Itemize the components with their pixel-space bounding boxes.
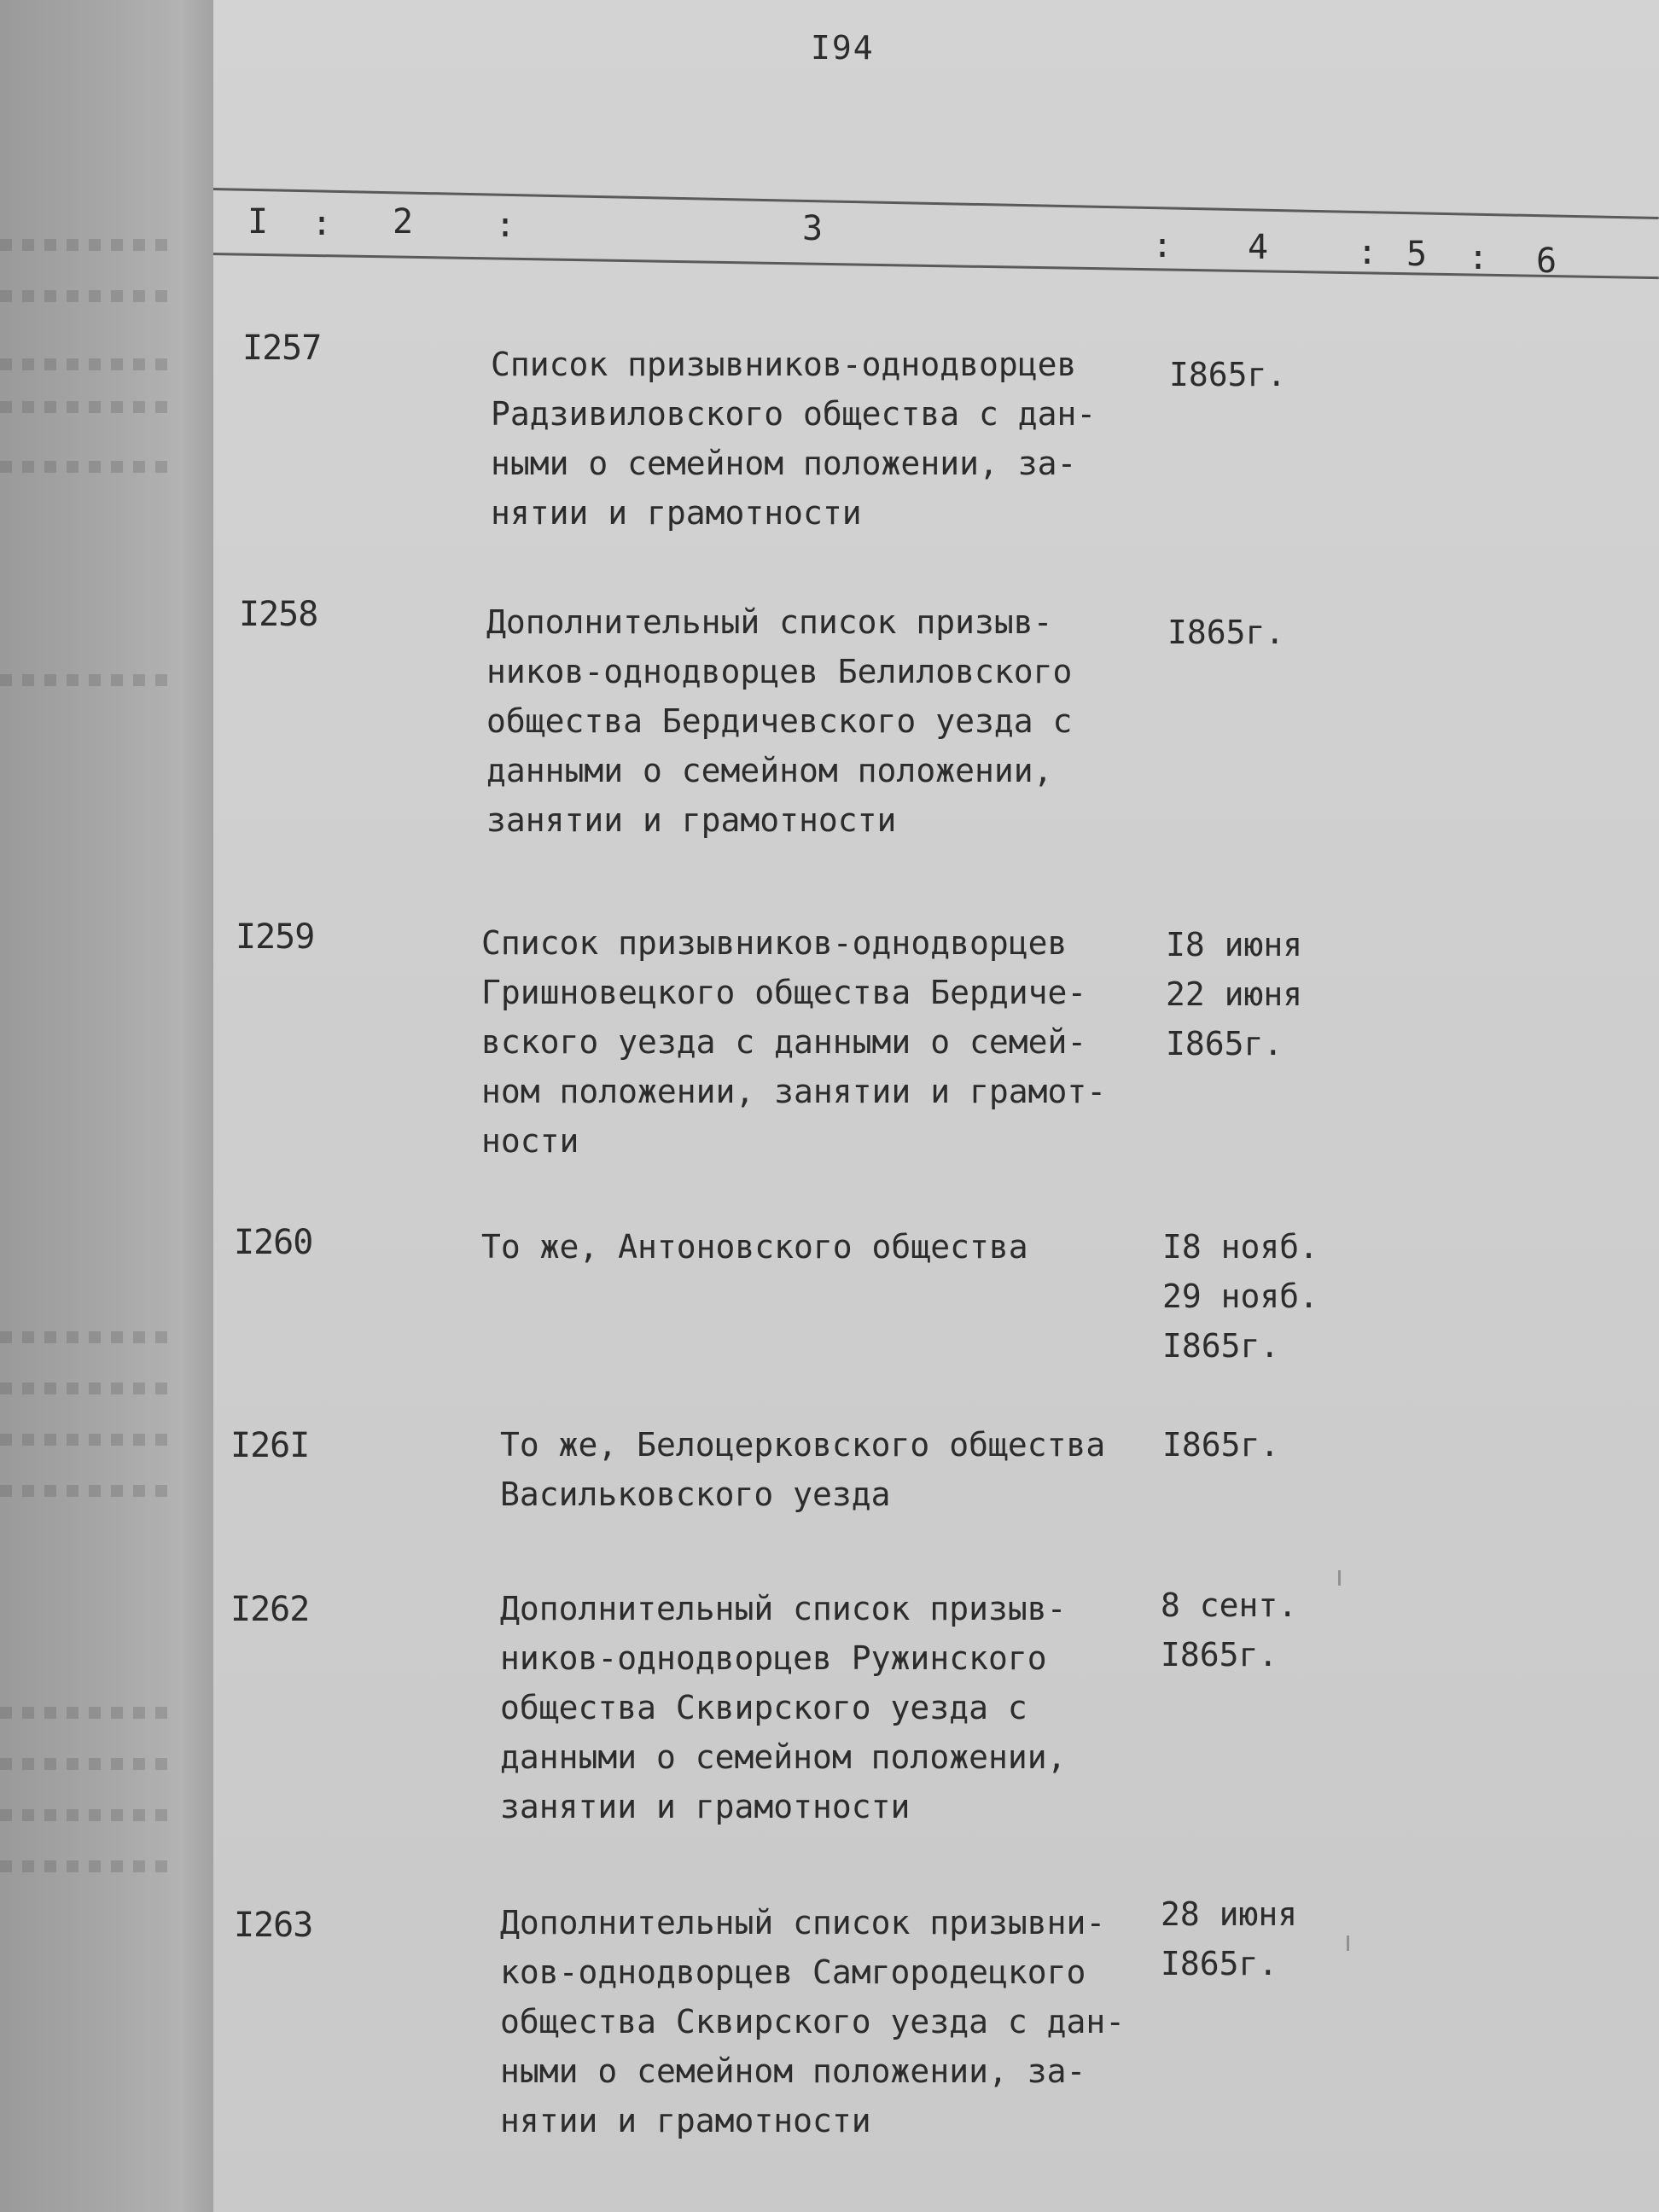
stray-mark [1347,1936,1349,1951]
header-rule-top [213,188,1659,219]
ghost-text-line [0,239,171,251]
ghost-text-line [0,1485,171,1497]
entry-date: 28 июня I865г. [1161,1895,1298,1982]
ghost-text-line [0,1707,171,1719]
entry-description: Список призывников-однодворцев Радзивиловского общества с дан- ными о семейном положении, за- нятии и грамотности [491,346,1097,532]
ghost-text-line [0,358,171,370]
page-number: I94 [811,29,875,67]
column-separator: : [1152,226,1173,265]
header-rule-bottom [213,253,1659,279]
column-header-3: 3 [802,209,824,248]
entry-number: I262 [230,1590,310,1629]
ghost-text-line [0,1434,171,1446]
entry-date: 8 сент. I865г. [1161,1586,1298,1674]
ghost-text-line [0,1758,171,1770]
ghost-text-line [0,674,171,686]
ghost-text-line [0,290,171,302]
column-header-5: 5 [1406,235,1428,274]
ghost-text-line [0,1809,171,1821]
column-separator: : [495,206,516,245]
entry-description: Дополнительный список призыв- ников-однодворцев Белиловского общества Бердичевского уезда с данными о семейном положении, занятии и грамотности [486,603,1073,839]
entry-date: I865г. [1169,356,1287,393]
entry-number: I263 [234,1906,313,1945]
ghost-text-line [0,1331,171,1343]
entry-date: I865г. [1162,1426,1280,1464]
column-separator: : [1357,233,1378,272]
column-header-2: 2 [393,202,414,242]
entry-number: I260 [234,1223,313,1262]
ghost-text-line [0,1382,171,1394]
entry-description: Дополнительный список призывни- ков-однодворцев Самгородецкого общества Сквирского уезда с дан- ными о семейном положении, за- нятии и грамотности [500,1904,1126,2139]
entry-description: Дополнительный список призыв- ников-однодворцев Ружинского общества Сквирского уезда с данными о семейном положении, занятии и грамотности [500,1590,1067,1825]
document-page [213,0,1659,2212]
previous-page-edge [0,0,213,2212]
column-header-4: 4 [1248,228,1269,267]
entry-description: Список призывников-однодворцев Гришновецкого общества Бердиче- вского уезда с данными о семей- ном положении, занятии и грамот- ности [481,924,1107,1160]
entry-number: I26I [230,1426,310,1465]
entry-number: I259 [236,917,315,957]
ghost-text-line [0,401,171,413]
column-header-1: I [247,202,269,242]
entry-date: I8 нояб. 29 нояб. I865г. [1162,1228,1319,1365]
entry-number: I258 [239,595,318,634]
column-header-6: 6 [1536,242,1557,281]
ghost-text-line [0,1860,171,1872]
stray-mark [1338,1570,1341,1586]
entry-date: I8 июня 22 июня I865г. [1166,926,1303,1062]
ghost-text-line [0,461,171,473]
entry-date: I865г. [1167,614,1285,651]
column-separator: : [311,204,333,243]
entry-number: I257 [242,329,322,368]
entry-description: То же, Белоцерковского общества Васильковского уезда [500,1426,1106,1513]
column-separator: : [1468,238,1489,277]
entry-description: То же, Антоновского общества [481,1228,1028,1266]
